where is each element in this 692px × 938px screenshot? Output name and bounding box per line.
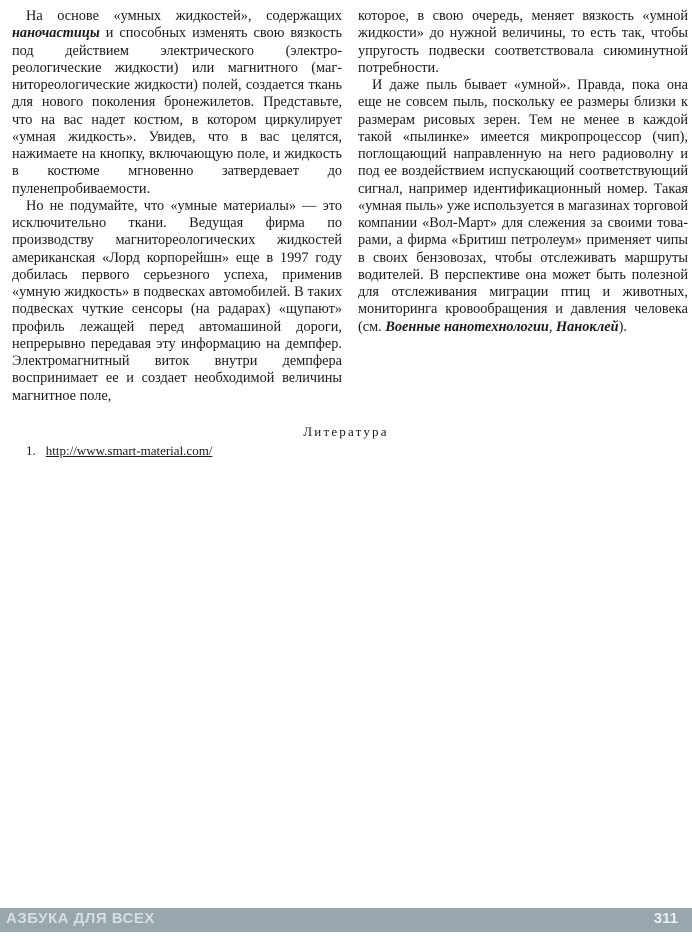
cross-reference[interactable]: Военные нанотехнологии [385, 318, 549, 335]
left-column [12, 8, 342, 405]
running-title: АЗБУКА ДЛЯ ВСЕХ [6, 910, 155, 927]
paragraph: На основе «умных жидкостей», содержащих наночастицы и способных изменять свою вязкость под действием электрического (электрореологические жидкости) или магнитного (магнитореологические жидкости) полей, создается ткань для нового поколения бронежилетов. Представьте, что на вас надет костюм, в котором циркулирует «умная жидкость». Увидев, что в вас целятся, нажимаете на кнопку, включающую поле, и жидкость в костюме мгновенно затвердевает до пуленепробиваемости. [12, 8, 342, 197]
right-column [358, 8, 688, 405]
paragraph: которое, в свою очередь, меняет вязкость «умной жидкости» до нужной величины, то есть так, чтобы упругость подвески соответствовала сиюминутной потребности. [358, 8, 688, 76]
term-nanoparticles: наночастицы [12, 25, 100, 42]
reference-number: 1. [26, 443, 36, 458]
paragraph: Но не подумайте, что «умные материалы» — это исключительно ткани. Ведущая фирма по производству магнитореологических жидкостей американская «Лорд корпорейшн» еще в 1997 году добилась первого серьезного успеха, применив «умную жидкость» в подвесках автомобилей. В таких подвесках чуткие сенсоры (на радарах) «щупают» профиль лежащей перед автомашиной дороги, непрерывно передавая эту информацию на демпфер. Электромагнитный виток внутри демпфера воспринимает ее и создает необходимой величины магнитное поле, [12, 197, 342, 404]
page-number: 311 [653, 910, 678, 927]
text-columns [12, 8, 688, 405]
reference-item [26, 443, 212, 459]
cross-reference[interactable]: Наноклей [556, 318, 619, 335]
page-footer [0, 908, 692, 932]
references-title: Литература [303, 424, 389, 439]
reference-link[interactable]: http://www.smart-material.com/ [45, 443, 213, 458]
paragraph: И даже пыль бывает «умной». Правда, пока она еще не совсем пыль, поскольку ее размеры близки к размерам рисовых зерен. Тем не менее в каждой такой «пылинке» имеется микропроцессор (чип), поглощающий направленную на него радиоволну и под ее воздействием испускающий соответствующий сигнал, например идентификационный номер. Такая «умная пыль» уже используется в магазинах торговой компании «Вол-Март» для слежения за своими товарами, а фирма «Бритиш петролеум» применяет чипы в своих бензовозах, чтобы отслеживать маршруты водителей. В перспективе она может быть полезной для отслеживания миграции птиц и животных, мониторинга кровообращения и давления человека (см. Военные нанотехнологии, Наноклей). [358, 77, 688, 335]
